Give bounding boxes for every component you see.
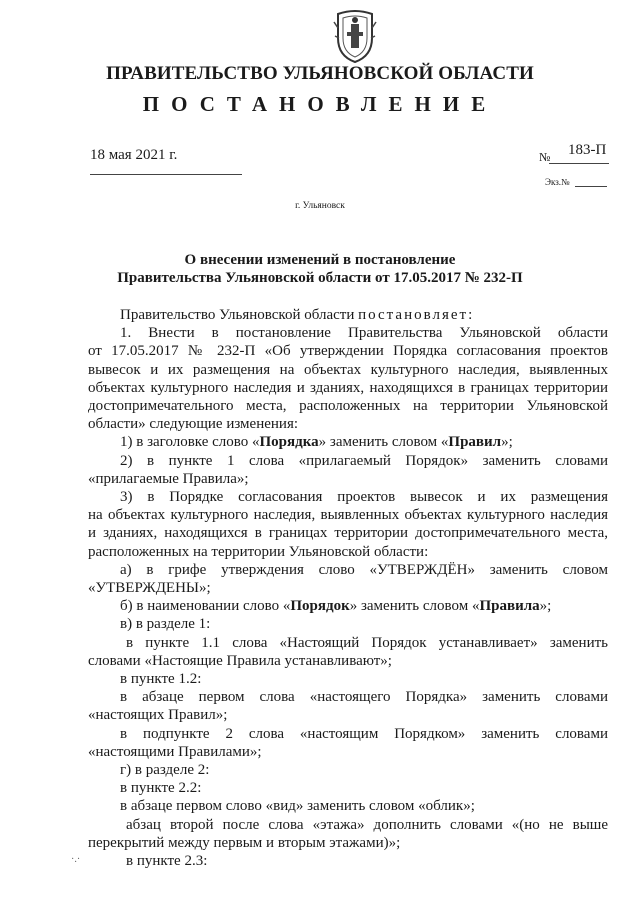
body-line xyxy=(88,433,608,451)
decree-date: 18 мая 2021 г. xyxy=(90,147,178,163)
body-line: в пункте 2.2: xyxy=(120,780,202,797)
body-line: в) в разделе 1: xyxy=(120,616,211,633)
body-text-segment: » заменить словом « xyxy=(318,434,449,451)
coat-of-arms-icon xyxy=(332,8,378,64)
document-title-line-2: Правительства Ульяновской области от 17.05.2017 № 232-П xyxy=(117,270,523,286)
body-line: 2) в пункте 1 слова «прилагаемый Порядок» заменить словами xyxy=(120,452,608,469)
body-text-segment: » заменить словом « xyxy=(349,598,480,615)
body-line: области» следующие изменения: xyxy=(88,416,299,433)
body-line: г) в разделе 2: xyxy=(120,762,210,779)
body-line: «УТВЕРЖДЕНЫ»; xyxy=(88,580,211,597)
decree-number: 183-П xyxy=(568,142,607,158)
body-line: расположенных на территории Ульяновской области: xyxy=(88,543,429,560)
body-text-bold: Правила xyxy=(479,598,540,615)
body-line: «настоящими Правилами»; xyxy=(88,743,262,760)
body-text-bold: Правил xyxy=(448,434,502,451)
body-text-bold: Порядок xyxy=(290,598,350,615)
body-line: объектах культурного наследия и зданиях, находящихся в границах территории xyxy=(88,379,608,396)
city-name: г. Ульяновск xyxy=(295,201,345,211)
body-text-bold: Порядка xyxy=(259,434,319,451)
body-line: в подпункте 2 слова «настоящим Порядком» заменить словами xyxy=(120,725,608,742)
number-prefix: № xyxy=(539,150,551,164)
document-body xyxy=(88,306,608,870)
body-line: на объектах культурного наследия, выявленных объектах культурного наследия xyxy=(88,507,608,524)
body-text-segment: »; xyxy=(539,598,552,615)
body-line xyxy=(88,597,608,615)
body-line: «прилагаемые Правила»; xyxy=(88,470,249,487)
document-title-line-1: О внесении изменений в постановление xyxy=(184,252,456,268)
date-underline xyxy=(90,174,242,175)
copy-number-label: Экз.№ xyxy=(545,177,570,187)
body-line: и зданиях, находящихся в границах территории достопримечательного места, xyxy=(88,525,608,542)
government-title: ПРАВИТЕЛЬСТВО УЛЬЯНОВСКОЙ ОБЛАСТИ xyxy=(106,63,534,84)
body-line: от 17.05.2017 № 232-П «Об утверждении Порядка согласования проектов xyxy=(88,343,608,360)
body-line xyxy=(88,306,608,324)
body-line: в абзаце первом слово «вид» заменить словом «облик»; xyxy=(120,798,475,815)
body-text-segment: 1) в заголовке слово « xyxy=(120,434,260,451)
body-line: перекрытий между первым и вторым этажами)»; xyxy=(88,834,401,851)
body-text-segment: б) в наименовании слово « xyxy=(120,598,291,615)
body-line: достопримечательного места, расположенных на территории Ульяновской xyxy=(88,398,608,415)
document-title xyxy=(0,251,640,287)
body-text-segment: Правительство Ульяновской области xyxy=(120,307,359,323)
body-line: «настоящих Правил»; xyxy=(88,707,228,724)
number-underline xyxy=(549,163,609,164)
copy-number-underline xyxy=(575,186,607,187)
body-text-segment: »; xyxy=(501,434,513,451)
decree-heading: ПОСТАНОВЛЕНИЕ xyxy=(142,92,498,116)
body-line: словами «Настоящие Правила устанавливают»; xyxy=(88,652,392,669)
body-line: а) в грифе утверждения слово «УТВЕРЖДЁН» заменить словом xyxy=(120,561,608,578)
body-line: 1. Внести в постановление Правительства Ульяновской области xyxy=(120,325,608,342)
body-line: в пункте 2.3: xyxy=(126,853,208,870)
body-text-spaced: постановляет: xyxy=(358,307,475,323)
body-line: абзац второй после слова «этажа» дополнить словами «(но не выше xyxy=(126,816,608,833)
body-line: 3) в Порядке согласования проектов вывесок и их размещения xyxy=(120,489,608,506)
body-line: вывесок и их размещения на объектах культурного наследия, выявленных xyxy=(88,361,608,378)
stray-mark: ·.· xyxy=(71,854,81,865)
body-line: в абзаце первом слова «настоящего Порядка» заменить словами xyxy=(120,689,608,706)
body-line: в пункте 1.2: xyxy=(120,671,202,688)
body-line: в пункте 1.1 слова «Настоящий Порядок устанавливает» заменить xyxy=(126,634,608,651)
